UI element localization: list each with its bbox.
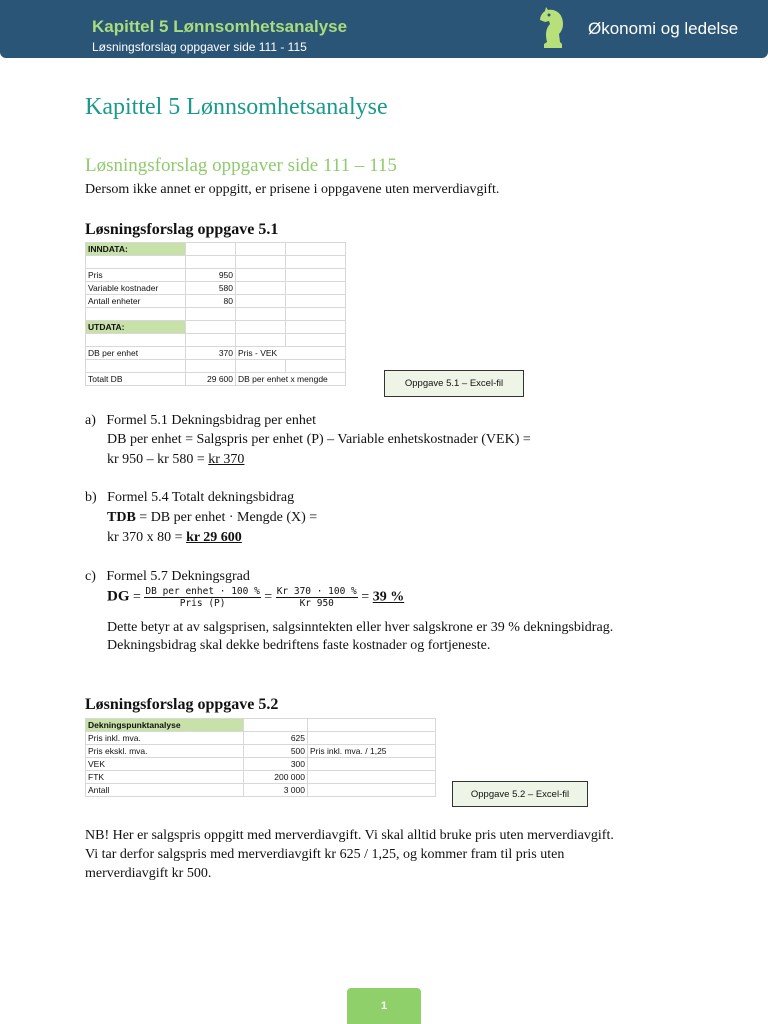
table-row: [86, 256, 346, 269]
cell-label: Antall: [86, 784, 244, 797]
header-subtitle: Løsningsforslag oppgaver side 111 - 115: [92, 40, 307, 54]
cell-label: DB per enhet: [86, 347, 186, 360]
table-row: [86, 732, 436, 745]
task-5-2-table: [85, 718, 436, 797]
table-header: Dekningspunktanalyse: [86, 719, 244, 732]
cell-label: Totalt DB: [86, 373, 186, 386]
knight-chess-icon: [536, 4, 570, 50]
cell-value: 29 600: [186, 373, 236, 386]
cell-label: Pris ekskl. mva.: [86, 745, 244, 758]
item-c-title: c) Formel 5.7 Dekningsgrad: [85, 569, 250, 584]
table-row: [86, 334, 346, 347]
cell-value: 3 000: [244, 784, 308, 797]
cell-value: 625: [244, 732, 308, 745]
task-5-1-heading: Løsningsforslag oppgave 5.1: [85, 221, 279, 238]
item-b-line1: TDB = DB per enhet · Mengde (X) =: [107, 510, 318, 525]
item-c-formula: DG = $\frac{\text{DB per enhet · 100 \%}}{\text{Pris (P)}}$ = $\frac{Kr 370 \cdot 100 \%}{Kr 950}$ = 39 %: [107, 586, 405, 609]
task-5-2-heading: Løsningsforslag oppgave 5.2: [85, 696, 279, 713]
cell-value: 300: [244, 758, 308, 771]
task-5-1-table: [85, 242, 346, 386]
table-row: [86, 745, 436, 758]
cell-label: Variable kostnader: [86, 282, 186, 295]
item-a-line2: kr 950 – kr 580 = kr 370: [107, 452, 245, 467]
excel-file-link-5-2[interactable]: Oppgave 5.2 – Excel-fil: [452, 781, 588, 807]
cell-value: 200 000: [244, 771, 308, 784]
table-row: [86, 360, 346, 373]
utdata-label: UTDATA:: [86, 321, 186, 334]
item-a-title: a) Formel 5.1 Dekningsbidrag per enhet: [85, 413, 316, 428]
document-title: Kapittel 5 Lønnsomhetsanalyse: [85, 94, 388, 120]
document-subtitle: Løsningsforslag oppgaver side 111 – 115: [85, 155, 397, 176]
nb-text-line3: merverdiavgift kr 500.: [85, 866, 212, 881]
item-c-text2: Dekningsbidrag skal dekke bedriftens faste kostnader og fortjeneste.: [107, 638, 491, 653]
nb-text-line1: NB! Her er salgspris oppgitt med merverdiavgift. Vi skal alltid bruke pris uten merverdiavgift.: [85, 828, 614, 843]
table-row: [86, 321, 346, 334]
table-row: [86, 282, 346, 295]
cell-label: Pris inkl. mva.: [86, 732, 244, 745]
fraction-2: $\frac{Kr 370 \cdot 100 \%}{Kr 950}$: [276, 586, 357, 609]
cell-note: [308, 784, 436, 797]
item-b-title: b) Formel 5.4 Totalt dekningsbidrag: [85, 490, 295, 505]
cell-note: DB per enhet x mengde: [236, 373, 346, 386]
table-row: [86, 269, 346, 282]
fraction-1: $\frac{\text{DB per enhet · 100 \%}}{\text{Pris (P)}}$: [145, 586, 260, 609]
cell-label: Antall enheter: [86, 295, 186, 308]
table-row: [86, 784, 436, 797]
item-c-text1: Dette betyr at av salgsprisen, salgsinntekten eller hver salgskrone er 39 % dekningsbidrag.: [107, 620, 614, 635]
header-banner: [0, 0, 768, 58]
cell-label: VEK: [86, 758, 244, 771]
cell-value: 80: [186, 295, 236, 308]
excel-file-link-5-1[interactable]: Oppgave 5.1 – Excel-fil: [384, 370, 524, 397]
cell-value: 370: [186, 347, 236, 360]
cell-value: 500: [244, 745, 308, 758]
header-title: Kapittel 5 Lønnsomhetsanalyse: [92, 17, 348, 36]
table-row: [86, 308, 346, 321]
cell-note: [308, 732, 436, 745]
table-row: [86, 243, 346, 256]
cell-note: [308, 771, 436, 784]
table-row: [86, 295, 346, 308]
table-row: [86, 758, 436, 771]
cell-value: 950: [186, 269, 236, 282]
table-row: [86, 373, 346, 386]
cell-label: FTK: [86, 771, 244, 784]
item-a-line1: DB per enhet = Salgspris per enhet (P) – Variable enhetskostnader (VEK) =: [107, 432, 531, 447]
cell-note: Pris inkl. mva. / 1,25: [308, 745, 436, 758]
page-number: 1: [347, 988, 421, 1024]
nb-text-line2: Vi tar derfor salgspris med merverdiavgift kr 625 / 1,25, og kommer fram til pris uten: [85, 847, 565, 862]
intro-text: Dersom ikke annet er oppgitt, er prisene i oppgavene uten merverdiavgift.: [85, 182, 500, 197]
cell-note: Pris - VEK: [236, 347, 346, 360]
cell-note: [308, 758, 436, 771]
item-b-line2: kr 370 x 80 = kr 29 600: [107, 530, 242, 545]
cell-label: Pris: [86, 269, 186, 282]
table-row: [86, 771, 436, 784]
header-brand: Økonomi og ledelse: [588, 19, 739, 38]
table-row: [86, 347, 346, 360]
table-row: [86, 719, 436, 732]
cell-value: 580: [186, 282, 236, 295]
inndata-label: INNDATA:: [86, 243, 186, 256]
